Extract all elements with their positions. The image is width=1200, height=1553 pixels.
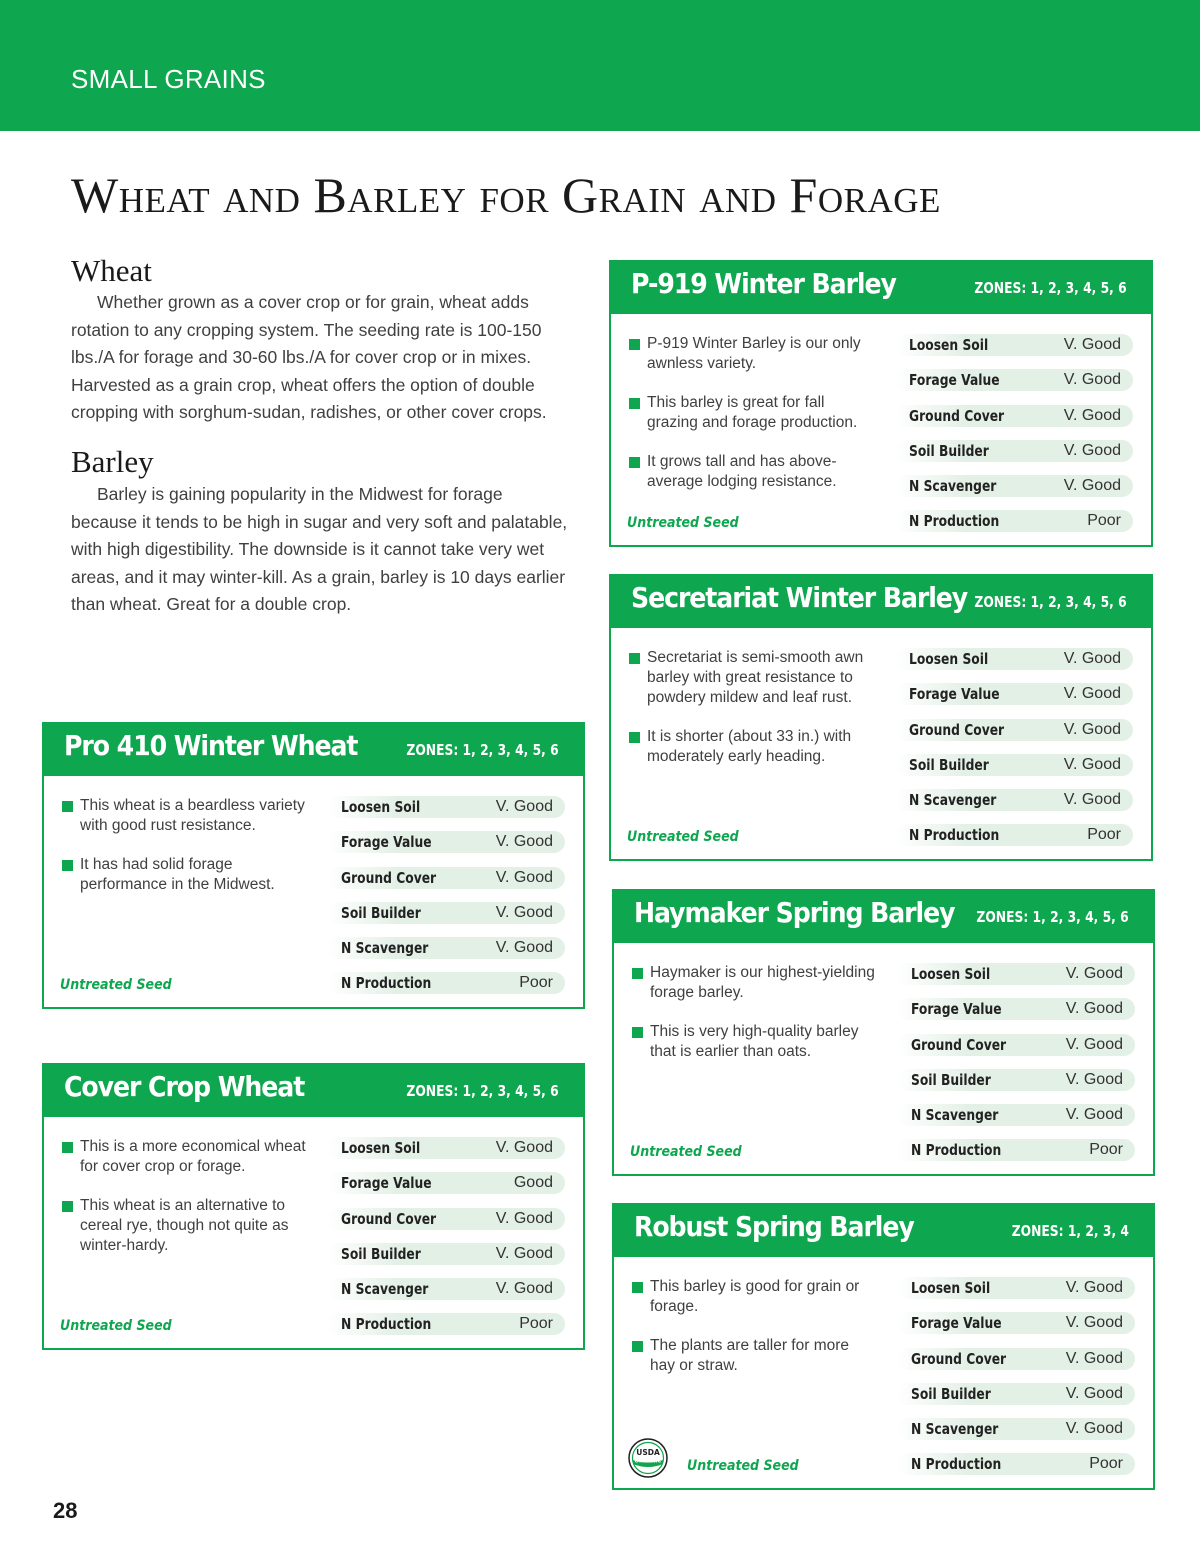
barley-heading: Barley — [71, 444, 154, 479]
card-header — [44, 1065, 583, 1117]
rating-row — [327, 796, 565, 818]
rating-label: N Production — [911, 1141, 1002, 1160]
rating-label: N Scavenger — [341, 1280, 429, 1299]
rating-row — [897, 998, 1135, 1020]
rating-label: N Scavenger — [911, 1420, 999, 1439]
product-card-secretariat-winter-barley — [609, 574, 1153, 861]
rating-value: V. Good — [495, 903, 553, 921]
seed-treatment-label: Untreated Seed — [627, 515, 739, 531]
feature-list — [632, 963, 877, 1081]
section-label: SMALL GRAINS — [71, 64, 266, 94]
card-title: Robust Spring Barley — [634, 1210, 914, 1243]
card-title: Secretariat Winter Barley — [631, 581, 968, 614]
rating-label: Loosen Soil — [911, 965, 991, 983]
product-card-cover-crop-wheat — [42, 1063, 585, 1350]
rating-row — [897, 1139, 1135, 1161]
rating-label: Ground Cover — [341, 1209, 437, 1228]
rating-value: V. Good — [1063, 371, 1121, 389]
rating-value: V. Good — [1065, 1035, 1123, 1053]
barley-text: Barley is gaining popularity in the Midwest for forage because it tends to be high in sugar and very soft and palatable, with high digestibility. The downside is it cannot take very wet areas, and it may winter-kill. As a grain, barley is 10 days earlier than wheat. Great for a double crop. — [71, 484, 568, 614]
rating-label: Forage Value — [911, 1000, 1002, 1019]
rating-value: V. Good — [1065, 1349, 1123, 1367]
rating-label: Forage Value — [341, 833, 432, 852]
seed-treatment-label: Untreated Seed — [687, 1458, 799, 1474]
product-card-robust-spring-barley — [612, 1203, 1155, 1490]
rating-value: V. Good — [1065, 1106, 1123, 1124]
rating-row — [327, 902, 565, 924]
ratings-table — [327, 796, 565, 1008]
rating-value: V. Good — [495, 1139, 553, 1156]
rating-value: V. Good — [1063, 720, 1121, 738]
feature-list — [632, 1277, 877, 1395]
feature-item: This barley is great for fall grazing and forage production. — [629, 393, 874, 433]
card-header — [44, 724, 583, 776]
rating-label: N Scavenger — [911, 1106, 999, 1125]
rating-row — [897, 1277, 1135, 1299]
rating-value: V. Good — [1065, 1420, 1123, 1438]
rating-label: N Scavenger — [909, 791, 997, 810]
card-header — [611, 262, 1151, 314]
feature-item: P-919 Winter Barley is our only awnless variety. — [629, 334, 874, 374]
rating-row — [327, 972, 565, 994]
rating-row — [327, 1313, 565, 1335]
rating-row — [327, 1278, 565, 1300]
ratings-table — [895, 334, 1133, 546]
rating-row — [895, 648, 1133, 670]
rating-label: Ground Cover — [909, 406, 1005, 425]
rating-value: V. Good — [495, 1280, 553, 1298]
rating-value: V. Good — [1063, 755, 1121, 773]
card-title: Haymaker Spring Barley — [634, 896, 955, 929]
rating-row — [895, 789, 1133, 811]
rating-value: Poor — [519, 974, 553, 992]
feature-item: This barley is good for grain or forage. — [632, 1277, 877, 1317]
page-title: Wheat and Barley for Grain and Forage — [71, 167, 941, 223]
rating-label: Forage Value — [911, 1314, 1002, 1333]
rating-row — [895, 475, 1133, 497]
feature-item: It is shorter (about 33 in.) with moderately early heading. — [629, 727, 874, 767]
feature-item: This wheat is an alternative to cereal rye, though not quite as winter-hardy. — [62, 1196, 307, 1256]
card-header — [611, 576, 1151, 628]
rating-row — [327, 1243, 565, 1265]
feature-item: It grows tall and has above-average lodging resistance. — [629, 452, 874, 492]
rating-label: N Production — [341, 974, 432, 993]
feature-item: Haymaker is our highest-yielding forage barley. — [632, 963, 877, 1003]
product-card-haymaker-spring-barley — [612, 889, 1155, 1176]
card-zones: ZONES: 1, 2, 3, 4, 5, 6 — [974, 593, 1127, 611]
card-title: P-919 Winter Barley — [631, 267, 896, 300]
rating-label: Soil Builder — [341, 1244, 421, 1263]
rating-row — [895, 754, 1133, 776]
seal-line2: ORGANIC — [634, 1458, 662, 1465]
rating-value: V. Good — [1065, 1000, 1123, 1018]
rating-value: V. Good — [495, 868, 553, 886]
card-zones: ZONES: 1, 2, 3, 4, 5, 6 — [406, 1082, 559, 1100]
rating-label: Loosen Soil — [909, 336, 989, 354]
rating-label: N Production — [909, 512, 1000, 531]
card-header — [614, 891, 1153, 943]
usda-organic-seal-icon — [628, 1438, 668, 1478]
rating-value: V. Good — [1065, 965, 1123, 982]
rating-label: Ground Cover — [341, 868, 437, 887]
rating-value: V. Good — [495, 1209, 553, 1227]
rating-label: N Scavenger — [341, 939, 429, 958]
rating-row — [327, 867, 565, 889]
feature-item: It has had solid forage performance in the Midwest. — [62, 855, 307, 895]
rating-label: Soil Builder — [909, 755, 989, 774]
rating-label: Ground Cover — [911, 1035, 1007, 1054]
seed-treatment-label: Untreated Seed — [60, 977, 172, 993]
seed-treatment-label: Untreated Seed — [627, 829, 739, 845]
rating-value: V. Good — [1063, 685, 1121, 703]
rating-label: N Scavenger — [909, 477, 997, 496]
rating-value: V. Good — [1063, 406, 1121, 424]
ratings-table — [897, 1277, 1135, 1489]
card-title: Cover Crop Wheat — [64, 1070, 305, 1103]
rating-row — [895, 405, 1133, 427]
rating-row — [897, 1104, 1135, 1126]
rating-label: Forage Value — [909, 371, 1000, 390]
rating-row — [327, 937, 565, 959]
feature-list — [629, 648, 874, 786]
wheat-text: Whether grown as a cover crop or for grain, wheat adds rotation to any cropping system. The seeding rate is 100-150 lbs./A for forage and 30-60 lbs./A for cover crop or in mixes. Harvested as a grain crop, wheat offers the option of double cropping with sorghum-sudan, radishes, or other cover crops. — [71, 292, 547, 422]
card-zones: ZONES: 1, 2, 3, 4 — [1011, 1222, 1129, 1240]
rating-label: N Production — [909, 826, 1000, 845]
rating-value: V. Good — [1063, 791, 1121, 809]
rating-label: Soil Builder — [911, 1384, 991, 1403]
ratings-table — [327, 1137, 565, 1349]
rating-label: Soil Builder — [341, 903, 421, 922]
card-zones: ZONES: 1, 2, 3, 4, 5, 6 — [974, 279, 1127, 297]
rating-value: V. Good — [1065, 1070, 1123, 1088]
rating-row — [895, 510, 1133, 532]
seal-line1: USDA — [636, 1448, 660, 1457]
feature-item: This wheat is a beardless variety with good rust resistance. — [62, 796, 307, 836]
rating-row — [327, 1137, 565, 1159]
seed-treatment-label: Untreated Seed — [60, 1318, 172, 1334]
rating-value: Poor — [1087, 512, 1121, 530]
feature-item: This is very high-quality barley that is earlier than oats. — [632, 1022, 877, 1062]
product-card-pro410-winter-wheat — [42, 722, 585, 1009]
card-zones: ZONES: 1, 2, 3, 4, 5, 6 — [976, 908, 1129, 926]
rating-row — [327, 1172, 565, 1194]
feature-list — [62, 1137, 307, 1275]
rating-label: Forage Value — [909, 685, 1000, 704]
card-zones: ZONES: 1, 2, 3, 4, 5, 6 — [406, 741, 559, 759]
rating-value: V. Good — [1063, 336, 1121, 353]
rating-value: V. Good — [495, 833, 553, 851]
rating-value: Poor — [1089, 1455, 1123, 1473]
rating-label: Ground Cover — [909, 720, 1005, 739]
rating-row — [897, 1418, 1135, 1440]
rating-label: Loosen Soil — [909, 650, 989, 668]
product-card-p919-winter-barley — [609, 260, 1153, 547]
page-number: 28 — [53, 1498, 78, 1523]
rating-row — [895, 440, 1133, 462]
rating-row — [897, 1069, 1135, 1091]
rating-row — [897, 1034, 1135, 1056]
rating-value: V. Good — [1065, 1279, 1123, 1296]
rating-row — [895, 719, 1133, 741]
rating-row — [327, 831, 565, 853]
seed-treatment-label: Untreated Seed — [630, 1144, 742, 1160]
feature-item: This is a more economical wheat for cover crop or forage. — [62, 1137, 307, 1177]
rating-value: V. Good — [1065, 1384, 1123, 1402]
card-header — [614, 1205, 1153, 1257]
rating-label: Forage Value — [341, 1174, 432, 1193]
feature-item: Secretariat is semi-smooth awn barley with great resistance to powdery mildew and leaf rust. — [629, 648, 874, 708]
rating-row — [327, 1208, 565, 1230]
rating-label: Soil Builder — [911, 1070, 991, 1089]
rating-value: V. Good — [1065, 1314, 1123, 1332]
rating-row — [897, 1348, 1135, 1370]
rating-value: V. Good — [1063, 477, 1121, 495]
feature-item: The plants are taller for more hay or straw. — [632, 1336, 877, 1376]
rating-label: Loosen Soil — [341, 1139, 421, 1157]
rating-row — [895, 683, 1133, 705]
rating-row — [897, 1453, 1135, 1475]
rating-value: Poor — [519, 1315, 553, 1333]
rating-row — [895, 334, 1133, 356]
rating-row — [897, 1383, 1135, 1405]
rating-value: V. Good — [495, 939, 553, 957]
rating-row — [897, 1312, 1135, 1334]
ratings-table — [895, 648, 1133, 860]
ratings-table — [897, 963, 1135, 1175]
rating-row — [895, 824, 1133, 846]
wheat-heading: Wheat — [71, 253, 152, 288]
rating-value: Good — [513, 1174, 553, 1192]
rating-row — [895, 369, 1133, 391]
rating-label: Ground Cover — [911, 1349, 1007, 1368]
rating-value: V. Good — [1063, 441, 1121, 459]
rating-label: Soil Builder — [909, 441, 989, 460]
section-banner — [0, 0, 1200, 131]
rating-label: N Production — [911, 1455, 1002, 1474]
card-title: Pro 410 Winter Wheat — [64, 729, 358, 762]
feature-list — [629, 334, 874, 511]
rating-value: V. Good — [495, 798, 553, 815]
rating-value: V. Good — [495, 1244, 553, 1262]
rating-label: Loosen Soil — [911, 1279, 991, 1297]
rating-value: Poor — [1089, 1141, 1123, 1159]
rating-row — [897, 963, 1135, 985]
feature-list — [62, 796, 307, 914]
rating-value: V. Good — [1063, 650, 1121, 667]
rating-label: Loosen Soil — [341, 798, 421, 816]
rating-label: N Production — [341, 1315, 432, 1334]
rating-value: Poor — [1087, 826, 1121, 844]
